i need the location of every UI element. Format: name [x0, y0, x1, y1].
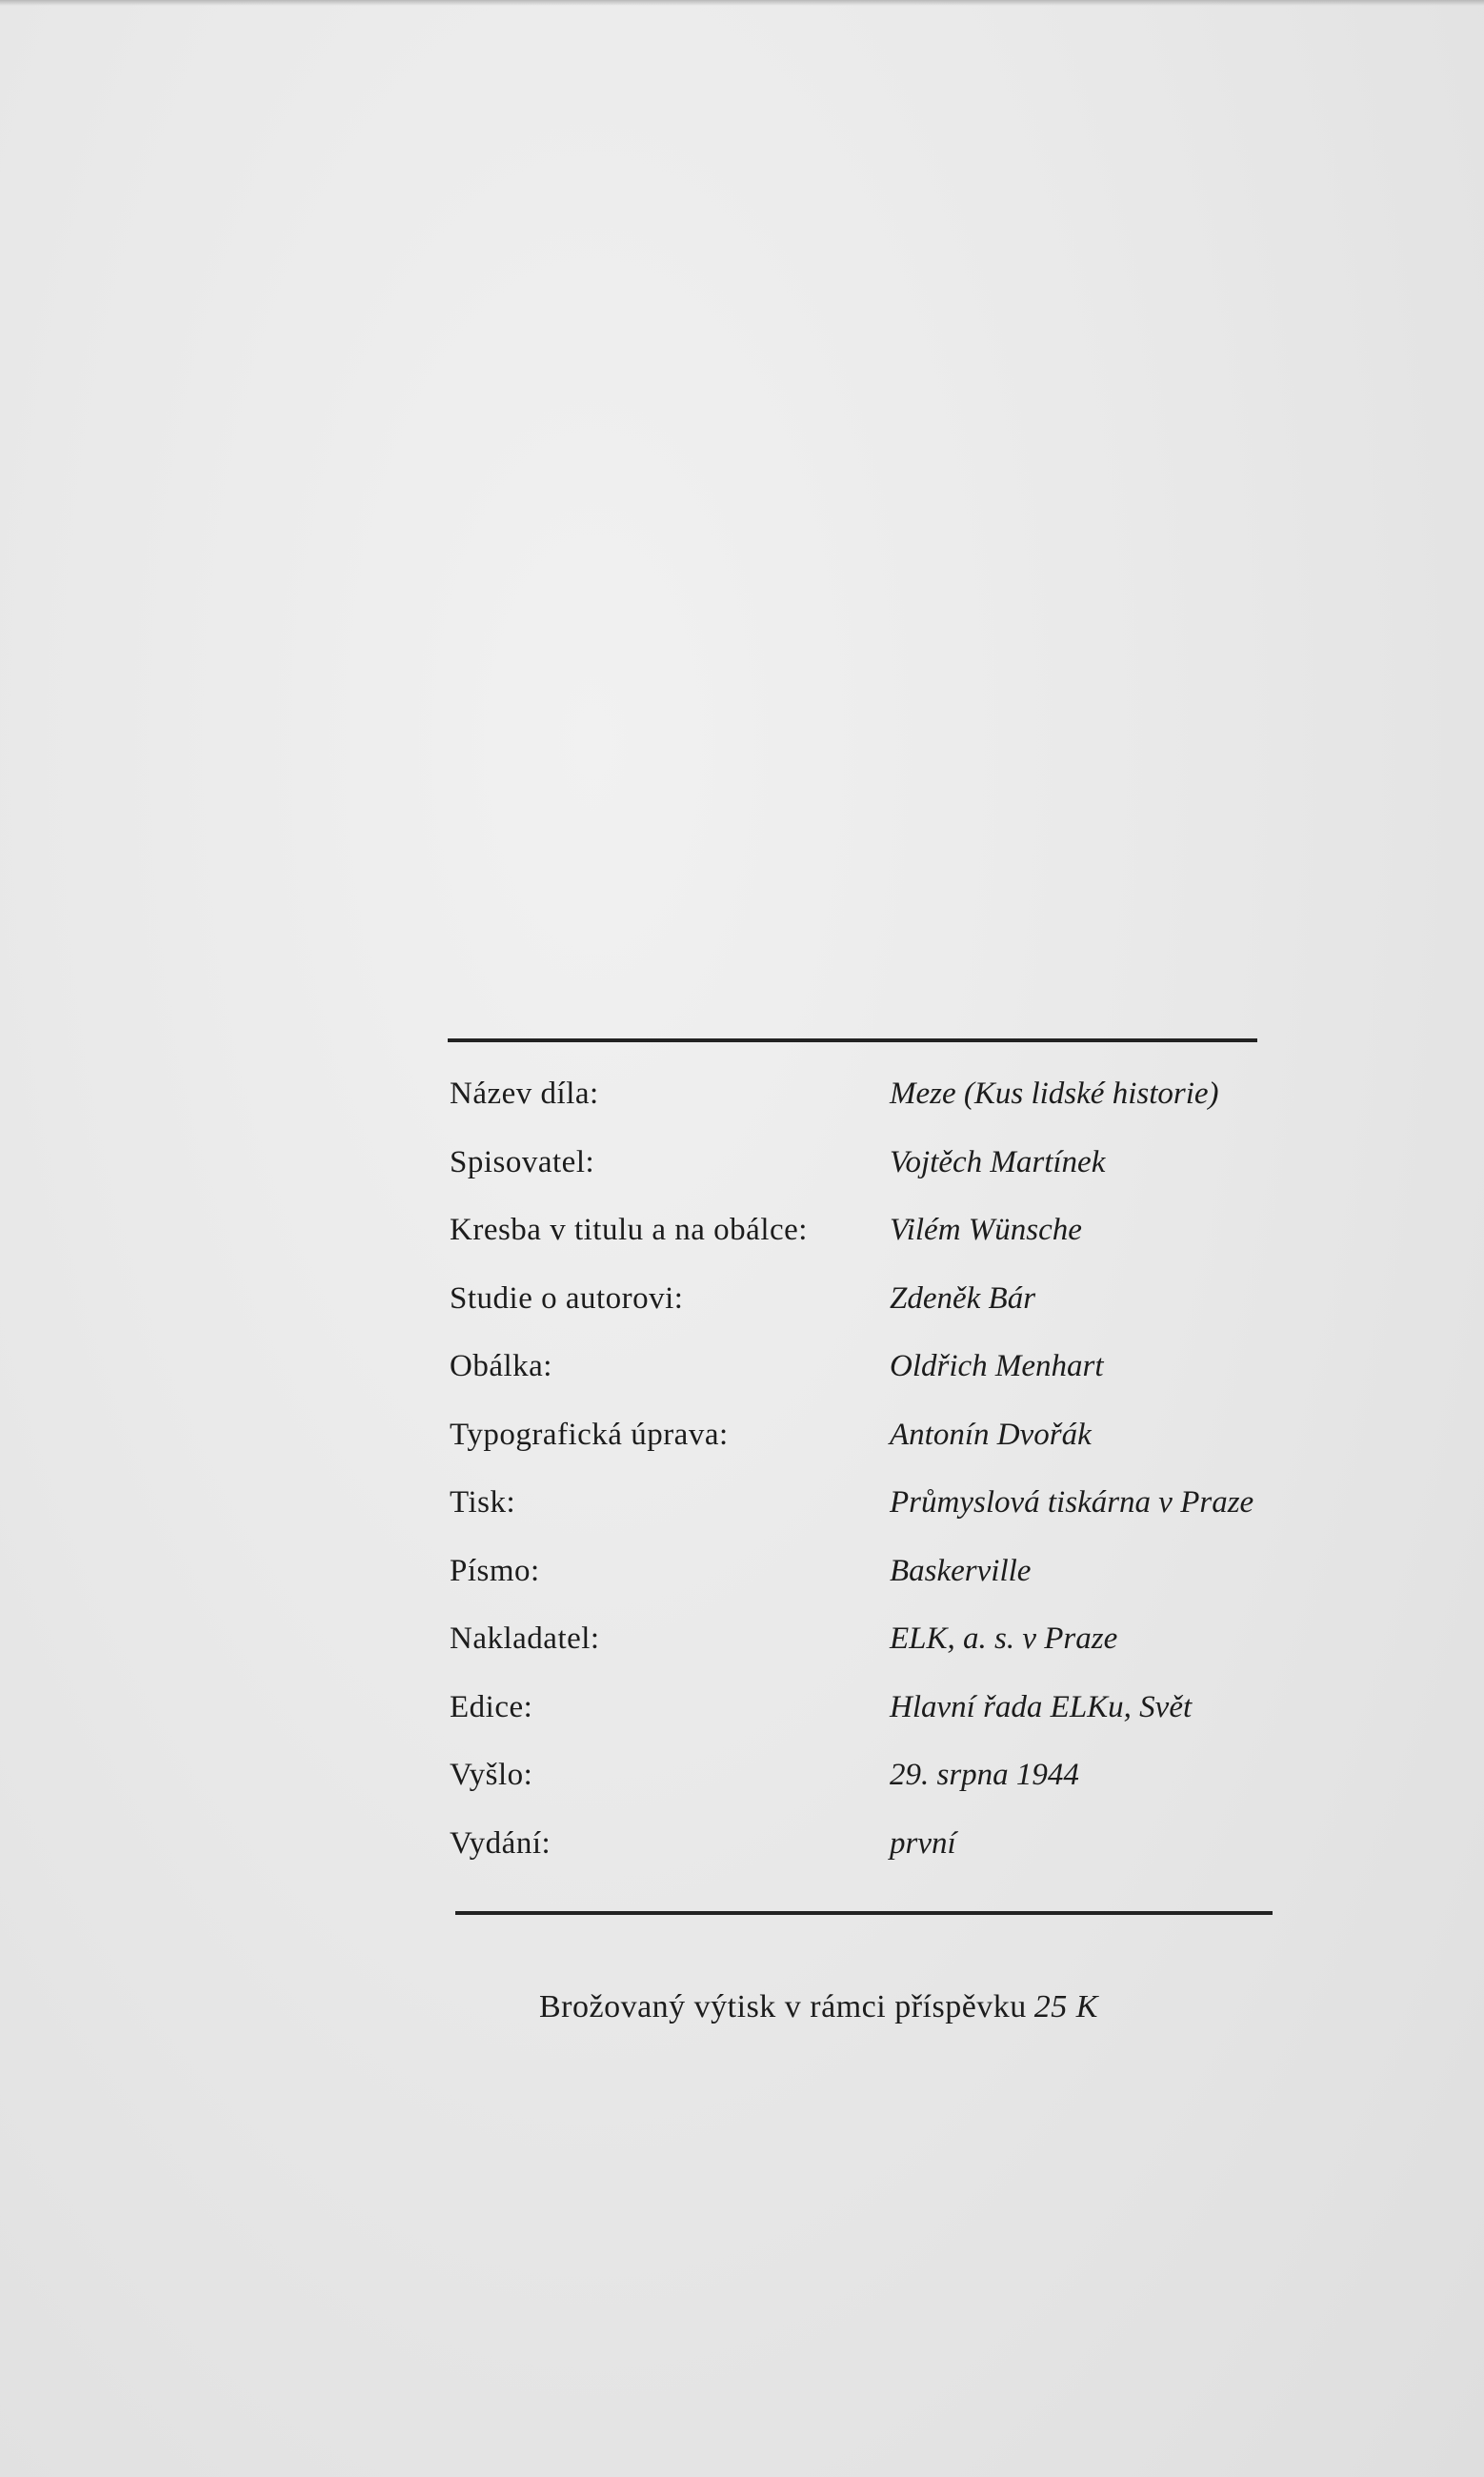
bottom-rule: [455, 1911, 1273, 1915]
row-value: Vojtěch Martínek: [890, 1144, 1106, 1179]
row-value: Baskerville: [890, 1553, 1032, 1588]
colophon: [448, 1038, 1267, 1915]
row-label: Tisk:: [450, 1485, 516, 1520]
row-label: Typografická úprava:: [450, 1417, 729, 1452]
row-value: 29. srpna 1944: [890, 1758, 1079, 1792]
row-value: ELK, a. s. v Praze: [890, 1621, 1118, 1656]
row-label: Vyšlo:: [450, 1758, 533, 1792]
top-rule: [448, 1038, 1257, 1042]
row-label: Název díla:: [450, 1077, 599, 1111]
colophon-rows: [448, 1077, 1267, 1894]
row-value: Průmyslová tiskárna v Praze: [890, 1485, 1254, 1520]
row-label: Nakladatel:: [450, 1621, 600, 1656]
colophon-row-illustration: [448, 1213, 1267, 1281]
colophon-row-published: [448, 1758, 1267, 1826]
price-amount: 25 K: [1033, 1989, 1098, 2024]
colophon-row-typeface: [448, 1554, 1267, 1622]
row-value: první: [890, 1825, 956, 1861]
row-label: Spisovatel:: [450, 1144, 595, 1179]
row-label: Edice:: [450, 1689, 533, 1724]
colophon-row-print: [448, 1485, 1267, 1554]
row-value: Zdeněk Bár: [890, 1280, 1036, 1316]
row-label: Studie o autorovi:: [450, 1280, 684, 1316]
row-value: Antonín Dvořák: [890, 1417, 1092, 1452]
price-text: Brožovaný výtisk v rámci příspěvku: [539, 1989, 1027, 2024]
row-value: Hlavní řada ELKu, Svět: [890, 1689, 1193, 1724]
row-label: Vydání:: [450, 1825, 551, 1861]
colophon-row-typography: [448, 1418, 1267, 1486]
row-label: Obálka:: [450, 1349, 552, 1383]
colophon-row-edition-series: [448, 1690, 1267, 1759]
row-label: Kresba v titulu a na obálce:: [450, 1213, 808, 1247]
colophon-row-cover: [448, 1349, 1267, 1418]
price-note: [539, 1989, 1098, 2025]
colophon-row-edition: [448, 1826, 1267, 1895]
colophon-row-publisher: [448, 1621, 1267, 1690]
row-value: Vilém Wünsche: [890, 1213, 1082, 1247]
row-value: Oldřich Menhart: [890, 1349, 1104, 1383]
colophon-row-author: [448, 1145, 1267, 1214]
page-top-edge: [0, 0, 1484, 6]
row-value: Meze (Kus lidské historie): [890, 1077, 1219, 1111]
row-label: Písmo:: [450, 1553, 540, 1588]
colophon-row-study: [448, 1281, 1267, 1350]
colophon-row-title: [448, 1077, 1267, 1145]
